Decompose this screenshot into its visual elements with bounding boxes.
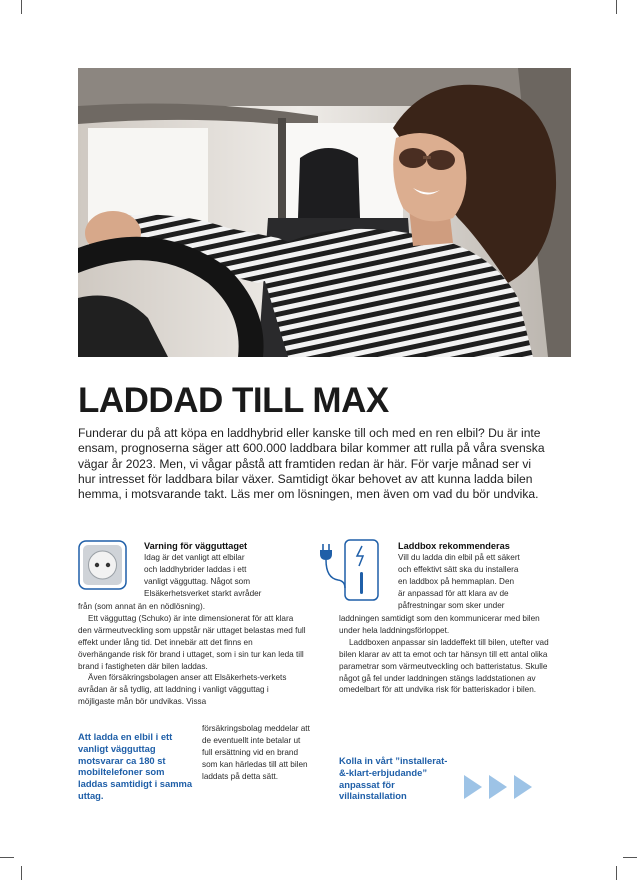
ev-charging-box-icon [318, 538, 392, 608]
left-column-para: Ett vägguttag (Schuko) är inte dimensionerat för att klara den värmeutveckling som uppstår när uttaget belastas med full effekt under lång tid. Det innebär att det finns en överhängande risk för brand i uttaget, som i sin tur kan leda till brand i fastigheten där bilen laddas. [78, 613, 306, 671]
right-column-line: en laddbox på hemmaplan. Den [398, 576, 515, 586]
right-column-top [398, 540, 558, 612]
left-column-heading: Varning för vägguttaget [144, 541, 248, 551]
left-column-para: försäkringsbolag meddelar att de eventuellt inte betalar ut full ersättning vid en brand som kan härledas till att bilen laddats på detta sätt. [202, 724, 310, 781]
left-column-top [144, 540, 314, 600]
right-column-line: påfrestningar som sker under [398, 600, 505, 610]
right-column-para: laddningen samtidigt som den kommunicerar med bilen under hela laddningsförloppet. [339, 614, 540, 635]
left-column-line: Idag är det vanligt att elbilar [144, 553, 245, 562]
triple-chevron-right-icon [462, 774, 536, 800]
article-headline: LADDAD TILL MAX [78, 381, 389, 420]
left-column-line: vanligt vägguttag. Något som [144, 576, 251, 586]
wall-socket-icon [78, 540, 127, 590]
crop-mark [21, 0, 22, 14]
right-column-line: och effektivt sätt ska du installera [398, 564, 519, 574]
right-column-line: är anpassad för att klara av de [398, 588, 509, 598]
crop-mark [616, 866, 617, 880]
left-column-body [78, 601, 306, 708]
crop-mark [21, 866, 22, 880]
right-column-line: Vill du ladda din elbil på ett säkert [398, 553, 520, 562]
article-intro: Funderar du på att köpa en laddhybrid eller kanske till och med en ren elbil? Du är inte ensam, prognoserna säger att 600.000 laddbara bilar kommer att rulla på våra svenska vägar år 2023. Men, vi vågar påstå att framtiden redan är här. För varje månad ser vi hur intresset för laddbara bilar växer. Samtidigt ökar behovet av att kunna ladda bilen hemma, i motsvarande takt. Läs mer om lösningen, men även om vad du bör undvika. [78, 426, 545, 502]
left-column-para: från (som annat än en nödlösning). [78, 602, 205, 611]
right-column-para: Laddboxen anpassar sin laddeffekt till bilen, utefter vad bilen klarar av att ta emot och tar hänsyn till ett antal olika parametrar som värmeutveckling och batteristatus. Skulle något gå fel under laddningen stängs laddstationen av omedelbart för att undvika risk för batteriskador i bilen. [339, 637, 549, 695]
left-column-line: Elsäkerhetsverket starkt avråder [144, 588, 262, 598]
crop-mark [616, 0, 617, 14]
crop-mark [623, 857, 637, 858]
right-column-body [339, 613, 557, 696]
socket-callout: Att ladda en elbil i ett vanligt vägguttag motsvarar ca 180 st mobiltelefoner som laddas samtidigt i samma uttag. [78, 731, 193, 801]
left-column-line: och laddhybrider laddas i ett [144, 564, 247, 574]
installation-callout: Kolla in vårt ”installerat-&-klart-erbjudande” anpassat för villainstallation [339, 755, 448, 802]
right-column-heading: Laddbox rekommenderas [398, 541, 510, 551]
left-column-continuation [202, 723, 310, 783]
hero-photo [78, 68, 571, 357]
crop-mark [0, 857, 14, 858]
left-column-para: Även försäkringsbolagen anser att Elsäkerhets-verkets avrådan är så tydlig, att laddning i vanligt vägguttag i möjligaste mån bör undvikas. Vissa [78, 673, 287, 707]
